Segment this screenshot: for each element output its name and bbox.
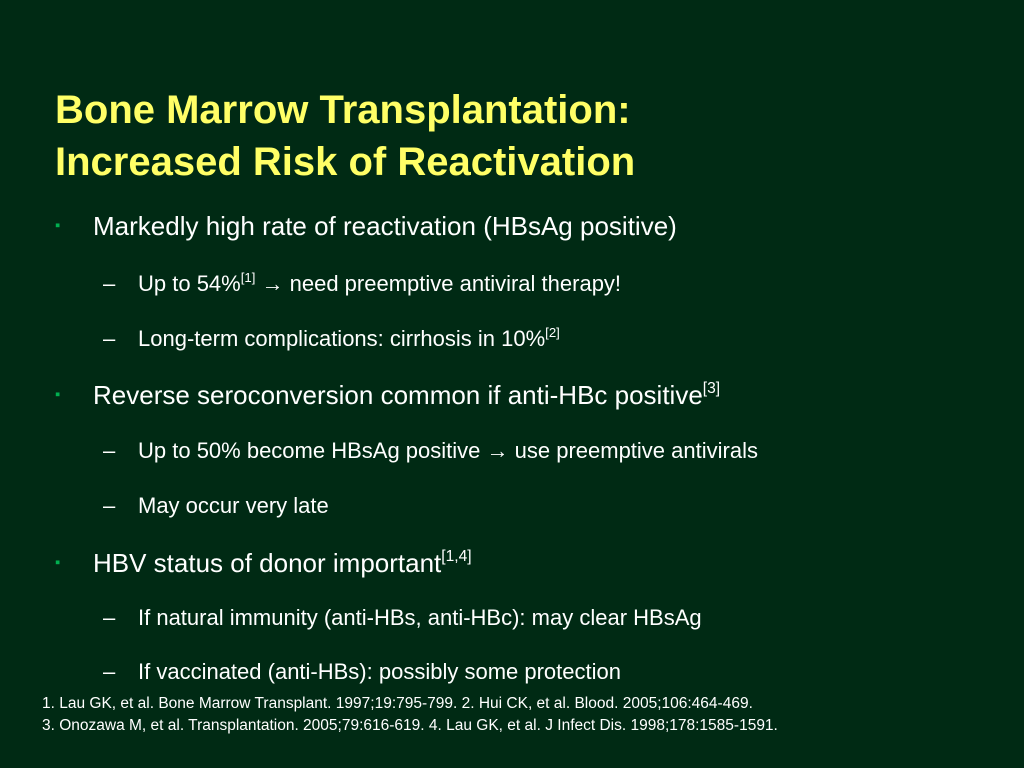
sub-bullet-text-3-2: If vaccinated (anti-HBs): possibly some protection bbox=[138, 659, 621, 684]
citation-sup: [2] bbox=[545, 324, 560, 340]
citation-sup: [1] bbox=[240, 269, 256, 285]
sub-bullet-text-1-1: Up to 54%[1] → need preemptive antiviral therapy! bbox=[138, 269, 622, 296]
sub-bullet-text-2-2: May occur very late bbox=[138, 493, 329, 518]
citation-sup: [1,4] bbox=[441, 548, 472, 566]
slide-title-line-2: Increased Risk of Reactivation bbox=[55, 140, 636, 184]
dash-bullet-icon: – bbox=[103, 326, 116, 351]
square-bullet-icon: ▪ bbox=[55, 217, 61, 234]
reference-line-1: 1. Lau GK, et al. Bone Marrow Transplant. 1997;19:795-799. 2. Hui CK, et al. Blood. 2005;106:464-469. bbox=[42, 695, 753, 712]
dash-bullet-icon: – bbox=[103, 659, 116, 684]
slide-title-line-1: Bone Marrow Transplantation: bbox=[55, 88, 631, 132]
dash-bullet-icon: – bbox=[103, 605, 116, 630]
sub-bullet-text-2-1: Up to 50% become HBsAg positive → use preemptive antivirals bbox=[138, 438, 758, 463]
citation-sup: [3] bbox=[702, 380, 721, 398]
square-bullet-icon: ▪ bbox=[55, 554, 61, 571]
square-bullet-icon: ▪ bbox=[55, 386, 61, 403]
bullet-text-3: HBV status of donor important[1,4] bbox=[93, 548, 472, 578]
sub-bullet-text-1-2: Long-term complications: cirrhosis in 10%[2] bbox=[138, 324, 560, 351]
dash-bullet-icon: – bbox=[103, 271, 116, 296]
bullet-text-2: Reverse seroconversion common if anti-HBc positive[3] bbox=[93, 380, 721, 410]
bullet-text-1: Markedly high rate of reactivation (HBsAg positive) bbox=[93, 211, 677, 241]
dash-bullet-icon: – bbox=[103, 438, 116, 463]
reference-line-2: 3. Onozawa M, et al. Transplantation. 2005;79:616-619. 4. Lau GK, et al. J Infect Dis. 1998;178:1585-1591. bbox=[42, 717, 778, 734]
sub-bullet-text-3-1: If natural immunity (anti-HBs, anti-HBc): may clear HBsAg bbox=[138, 605, 702, 630]
dash-bullet-icon: – bbox=[103, 493, 116, 518]
references bbox=[42, 693, 778, 737]
slide-title bbox=[55, 84, 635, 188]
